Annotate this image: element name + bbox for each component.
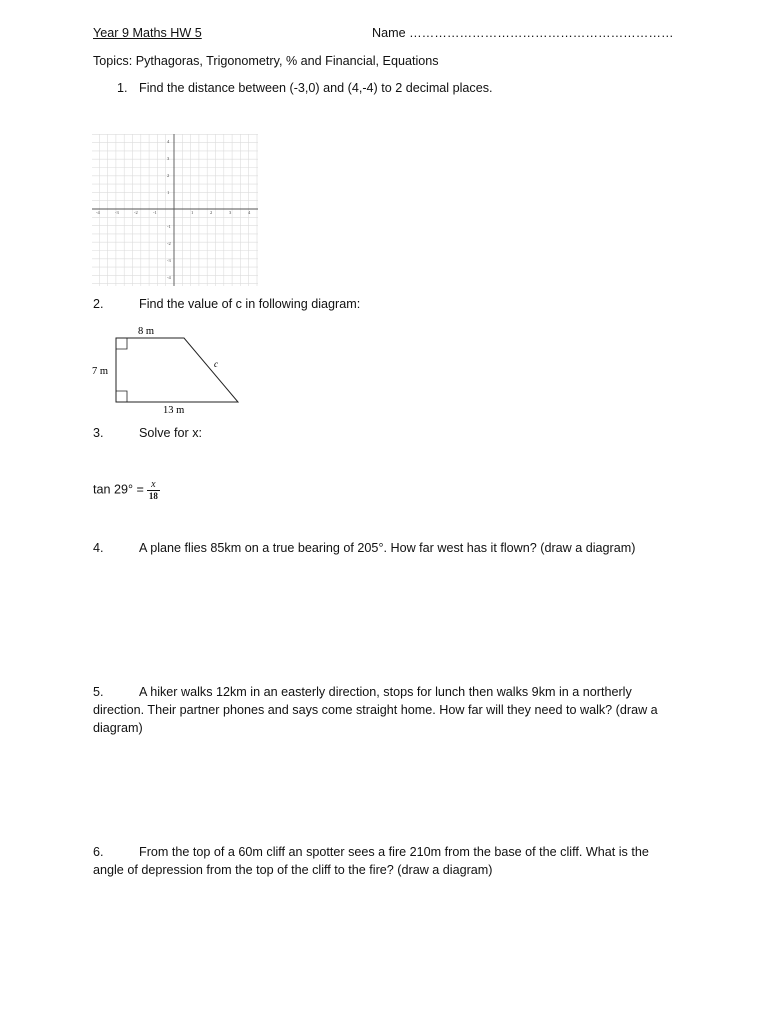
y-tick-label: 4 [167,139,170,144]
trapezium-shape [116,338,238,402]
fraction-numerator: x [151,479,156,490]
question-number: 6. [93,845,104,859]
top-side-label: 8 m [138,326,155,337]
question-5 [93,683,683,737]
equation-lhs: tan 29° = [93,482,144,497]
y-tick-label: 3 [167,156,170,161]
trapezium-diagram [90,322,242,416]
fraction [147,479,160,501]
tan-equation [93,479,160,501]
bottom-side-label: 13 m [163,405,185,416]
question-text: A plane flies 85km on a true bearing of 205°. How far west has it flown? (draw a diagram) [139,541,636,555]
question-number: 4. [93,541,104,555]
y-tick-label: -4 [167,275,171,280]
question-6 [93,843,683,879]
name-field: Name ……………………………………………………… [372,26,674,40]
question-number: 2. [93,297,104,311]
y-tick-label: -2 [167,241,171,246]
coordinate-grid [92,134,258,286]
question-number: 1. [117,81,128,95]
left-side-label: 7 m [92,366,109,377]
question-text: Find the value of c in following diagram: [139,297,361,311]
y-tick-label: 2 [167,173,170,178]
right-angle-marker-top [116,338,127,349]
x-tick-label: -1 [153,210,157,215]
y-tick-label: -3 [167,258,171,263]
question-text: Find the distance between (-3,0) and (4,-4) to 2 decimal places. [139,81,493,95]
topics-line: Topics: Pythagoras, Trigonometry, % and Financial, Equations [93,54,439,68]
question-number: 3. [93,426,104,440]
question-1 [117,81,493,95]
question-text: A hiker walks 12km in an easterly direction, stops for lunch then walks 9km in a northerly direction. Their partner phones and says come straight home. How far will they need to walk? (draw a diagram) [93,685,658,735]
fraction-denominator: 18 [148,491,158,501]
question-text: Solve for x: [139,426,202,440]
x-tick-label: -2 [134,210,138,215]
question-text: From the top of a 60m cliff an spotter sees a fire 210m from the base of the cliff. What is the angle of depression from the top of the cliff to the fire? (draw a diagram) [93,845,649,877]
y-tick-label: 1 [167,190,170,195]
question-number: 5. [93,685,104,699]
x-tick-label: -4 [96,210,100,215]
x-tick-label: 1 [191,210,194,215]
question-3 [93,426,202,440]
question-2 [93,297,360,311]
x-tick-label: -3 [115,210,119,215]
right-angle-marker-bottom [116,391,127,402]
slant-side-label: c [214,359,218,369]
worksheet-title: Year 9 Maths HW 5 [93,26,202,40]
x-tick-label: 2 [210,210,213,215]
x-tick-label: 3 [229,210,232,215]
x-tick-label: 4 [248,210,251,215]
question-4 [93,541,635,555]
y-tick-label: -1 [167,224,171,229]
